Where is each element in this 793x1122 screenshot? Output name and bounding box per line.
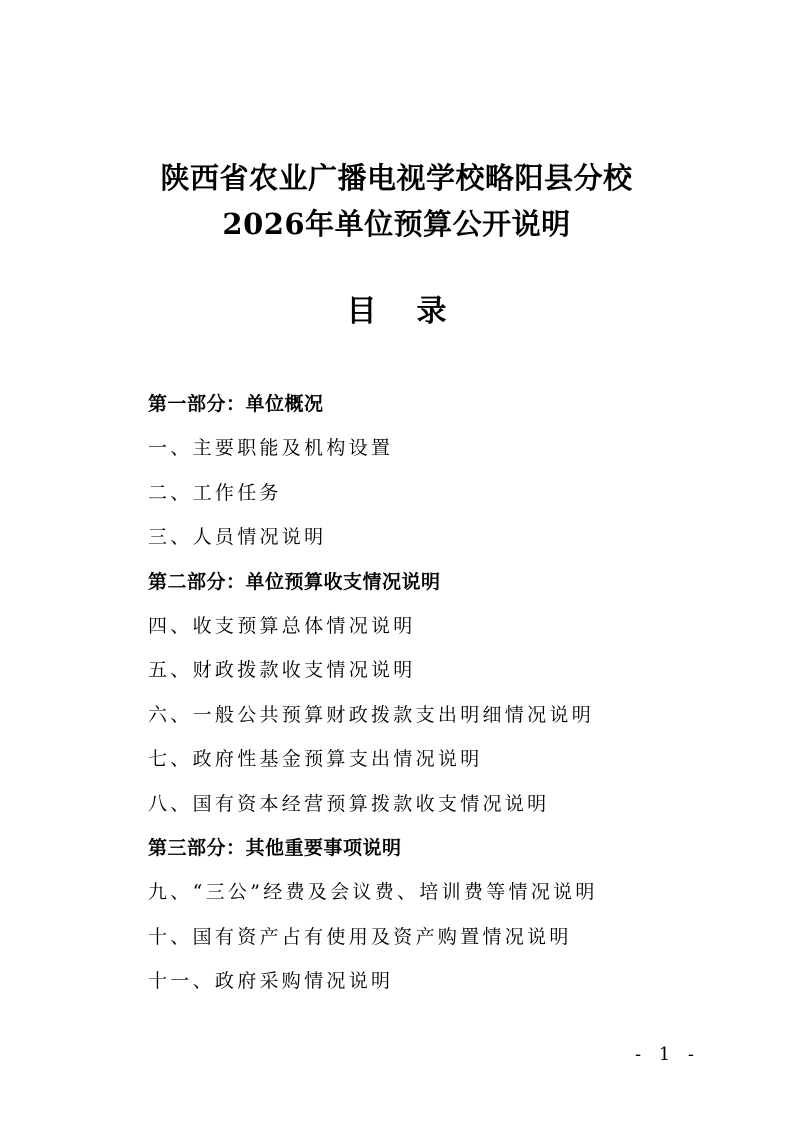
toc-item-8: 八、国有资本经营预算拨款收支情况说明 (148, 792, 550, 815)
toc-item-9: 九、“三公”经费及会议费、培训费等情况说明 (148, 881, 598, 904)
document-title-line-1: 陕西省农业广播电视学校略阳县分校 (160, 161, 633, 195)
toc-item-3: 三、人员情况说明 (148, 526, 327, 549)
toc-item-10: 十、国有资产占有使用及资产购置情况说明 (148, 925, 572, 948)
toc-part-1: 第一部分：单位概况 (148, 393, 324, 415)
table-of-contents (148, 386, 748, 1007)
toc-heading-char-2: 录 (416, 294, 447, 329)
toc-heading (0, 294, 793, 330)
toc-item-7: 七、政府性基金预算支出情况说明 (148, 748, 483, 771)
toc-item-6: 六、一般公共预算财政拨款支出明细情况说明 (148, 703, 595, 726)
toc-item-1: 一、主要职能及机构设置 (148, 437, 394, 460)
document-title-line-2: 2026年单位预算公开说明 (222, 207, 571, 241)
toc-item-4: 四、收支预算总体情况说明 (148, 614, 416, 637)
page-number: - 1 - (634, 1044, 700, 1065)
toc-heading-char-1: 目 (346, 294, 377, 329)
toc-part-3: 第三部分：其他重要事项说明 (148, 836, 402, 859)
toc-item-2: 二、工作任务 (148, 481, 282, 504)
toc-item-11: 十一、政府采购情况说明 (148, 970, 394, 993)
toc-part-2: 第二部分：单位预算收支情况说明 (148, 570, 441, 593)
toc-item-5: 五、财政拨款收支情况说明 (148, 659, 416, 682)
